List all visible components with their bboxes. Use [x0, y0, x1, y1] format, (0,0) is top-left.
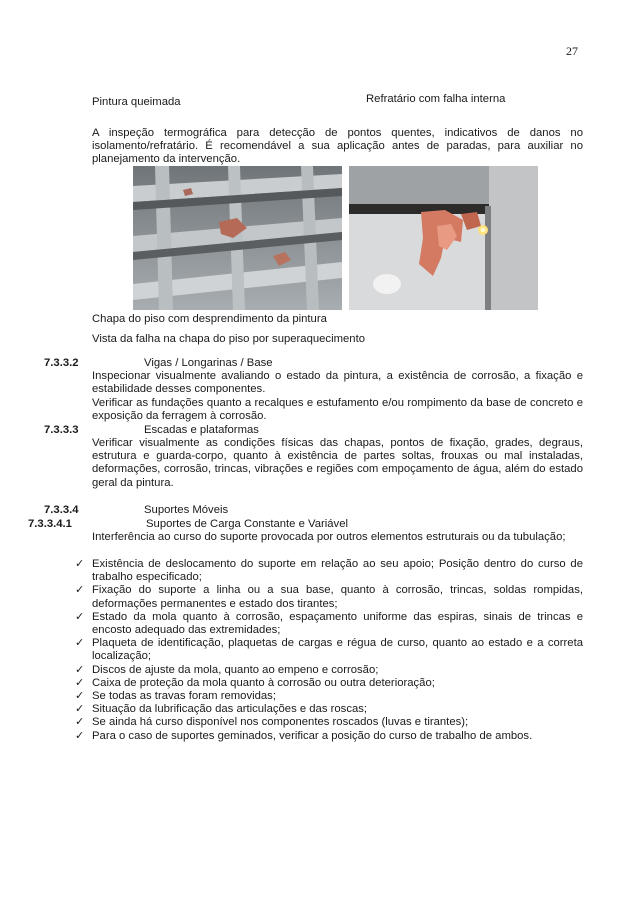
- checklist-item-text: Fixação do suporte a linha ou a sua base, quanto à corrosão, trincas, soldas rompidas, deformações permanentes e estado dos tirantes;: [92, 584, 583, 610]
- check-icon: ✓: [75, 610, 85, 623]
- section-number-7-3-3-2: 7.3.3.2: [44, 357, 79, 369]
- checklist-item: [75, 584, 583, 610]
- checklist-item: [75, 637, 583, 663]
- checklist-item-text: Plaqueta de identificação, plaquetas de cargas e régua de curso, quanto ao estado e a correta localização;: [92, 637, 583, 663]
- section-number-7-3-3-4: 7.3.3.4: [44, 504, 79, 516]
- check-icon: ✓: [75, 729, 85, 742]
- checklist-item: [75, 716, 583, 729]
- checklist-item-text: Estado da mola quanto à corrosão, espaçamento uniforme das espiras, sinais de trincas e encosto adequado das extremidades;: [92, 610, 583, 637]
- checklist-item: [75, 611, 583, 637]
- caption-refractory-failure: Refratário com falha interna: [366, 93, 506, 105]
- section-stairs-paragraph: Verificar visualmente as condições físicas das chapas, pontos de fixação, grades, degraus, estrutura e guarda-corpo, quanto à existência de partes soltas, frouxas ou mal instaladas, deformações, corrosão, trincas, vibrações e regiões com empoçamento de água, além do estado geral da pintura.: [92, 437, 583, 489]
- checklist-item-text: Se todas as travas foram removidas;: [92, 690, 276, 703]
- check-icon: ✓: [75, 663, 85, 676]
- photo-refractory-failure: [349, 166, 538, 310]
- caption-floor-plate: Chapa do piso com desprendimento da pintura: [92, 313, 327, 325]
- section-title-load-supports: Suportes de Carga Constante e Variável: [146, 518, 348, 530]
- checklist-item-text: Situação da lubrificação das articulações e das roscas;: [92, 703, 368, 716]
- checklist-item-text: Para o caso de suportes geminados, verificar a posição do curso de trabalho de ambos.: [92, 729, 533, 742]
- checklist-item: [75, 664, 583, 677]
- section-title-stairs: Escadas e plataformas: [144, 424, 259, 436]
- check-icon: ✓: [75, 716, 85, 729]
- checklist-item: [75, 730, 583, 743]
- section-load-supports-paragraph: Interferência ao curso do suporte provocada por outros elementos estruturais ou da tubulação;: [92, 531, 566, 543]
- intro-paragraph: A inspeção termográfica para detecção de pontos quentes, indicativos de danos no isolamento/refratário. É recomendável a sua aplicação antes de paradas, para auxiliar no planejamento da intervenção.: [92, 127, 583, 166]
- caption-floor-plate-failure: Vista da falha na chapa do piso por superaquecimento: [92, 333, 365, 345]
- checklist-item-text: Existência de deslocamento do suporte em relação ao seu apoio; Posição dentro do curso de trabalho especificado;: [92, 558, 583, 584]
- section-number-7-3-3-3: 7.3.3.3: [44, 424, 79, 436]
- checklist-item: [75, 558, 583, 584]
- section-number-7-3-3-4-1: 7.3.3.4.1: [28, 518, 72, 530]
- inspection-checklist: [75, 558, 583, 743]
- check-icon: ✓: [75, 637, 85, 650]
- page-number: 27: [566, 44, 578, 58]
- check-icon: ✓: [75, 690, 85, 703]
- photo-floor-plate-beams: [133, 166, 342, 310]
- checklist-item-text: Se ainda há curso disponível nos componentes roscados (luvas e tirantes);: [92, 716, 469, 729]
- section-beams-paragraph-1: Inspecionar visualmente avaliando o estado da pintura, a existência de corrosão, a fixação e estabilidade desses componentes.: [92, 370, 583, 396]
- section-title-mobile-supports: Suportes Móveis: [144, 504, 229, 516]
- checklist-item: [75, 677, 583, 690]
- checklist-item: [75, 690, 583, 703]
- checklist-item-text: Discos de ajuste da mola, quanto ao empeno e corrosão;: [92, 663, 379, 676]
- checklist-item: [75, 703, 583, 716]
- check-icon: ✓: [75, 676, 85, 689]
- checklist-item-text: Caixa de proteção da mola quanto à corrosão ou outra deterioração;: [92, 676, 435, 689]
- check-icon: ✓: [75, 584, 85, 597]
- section-beams-paragraph-2: Verificar as fundações quanto a recalques e estufamento e/ou rompimento da base de concreto e exposição da ferragem à corrosão.: [92, 397, 583, 423]
- check-icon: ✓: [75, 558, 85, 570]
- section-title-beams: Vigas / Longarinas / Base: [144, 357, 273, 369]
- check-icon: ✓: [75, 703, 85, 716]
- caption-burnt-paint: Pintura queimada: [92, 96, 181, 108]
